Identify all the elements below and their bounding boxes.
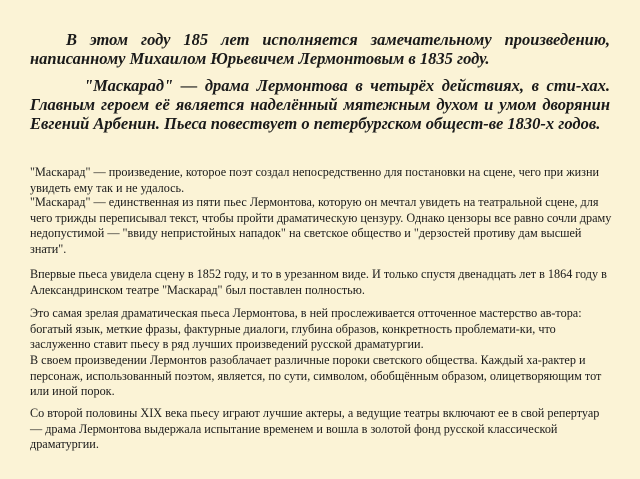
body-paragraph-4: Это самая зрелая драматическая пьеса Лермонтова, в ней прослеживается отточенное мастерство ав-тора: богатый язык, меткие фразы, фактурные диалоги, глубина образов, конкретность проблемати-ки, что заслуженно ставит пьесу в ряд лучших произведений русской драматургии.: [30, 306, 582, 352]
intro-paragraph-text: В этом году 185 лет исполняется замечательному произведению, написанному Михаилом Юрьевичем Лермонтовым в 1835 году.: [30, 30, 610, 68]
body-paragraph-6: Со второй половины XIX века пьесу играют лучшие актеры, а ведущие театры включают ее в свой репертуар — драма Лермонтова выдержала испытание временем и вошла в золотой фонд русской классической драматургии.: [30, 406, 600, 452]
intro-paragraph-anniversary: [30, 30, 610, 68]
intro-paragraph-summary: [30, 76, 610, 133]
body-paragraph-2: "Маскарад" — единственная из пяти пьес Лермонтова, которую он мечтал увидеть на театральной сцене, для чего трижды переписывал текст, чтобы пройти драматическую цензуру. Однако цензоры все равно сочли драму недопустимой — "ввиду непристойных нападок" на светское общество и "дерзостей противу дам высшей знати".: [30, 195, 612, 256]
intro-paragraph-text: "Маскарад" — драма Лермонтова в четырёх действиях, в сти-хах. Главным героем её является наделённый мятежным духом и умом дворянин Евгений Арбенин. Пьеса повествует о петербургском общест-ве 1830-х годов.: [30, 76, 610, 133]
body-paragraph-3: Впервые пьеса увидела сцену в 1852 году, и то в урезанном виде. И только спустя двенадцать лет в 1864 году в Александринском театре "Маскарад" был поставлен полностью.: [30, 267, 607, 297]
body-paragraph-5: В своем произведении Лермонтов разоблачает различные пороки светского общества. Каждый ха-рактер и персонаж, использованный поэтом, является, по сути, символом, обобщённым образом, олицетворяющим тот или иной порок.: [30, 353, 602, 399]
body-paragraph-1: "Маскарад" — произведение, которое поэт создал непосредственно для постановки на сцене, чего при жизни увидеть ему так и не удалось.: [30, 165, 600, 195]
